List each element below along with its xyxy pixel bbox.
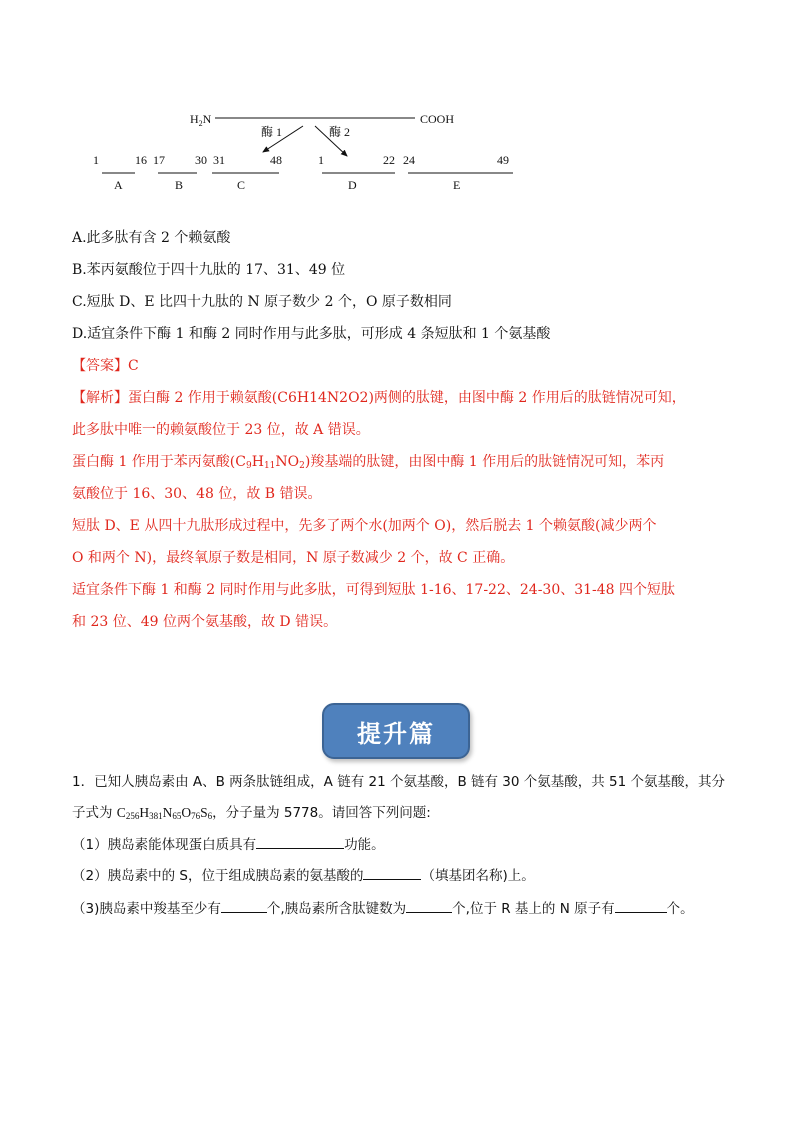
tick-label: 30 bbox=[195, 153, 207, 167]
question-text: 个,位于 R 基上的 N 原子有 bbox=[452, 901, 615, 917]
answer-blank[interactable] bbox=[363, 865, 421, 880]
question-stem-line2 bbox=[72, 803, 431, 823]
question-text: 子式为 bbox=[72, 805, 117, 821]
tick-label: 1 bbox=[93, 153, 99, 167]
tick-label: 24 bbox=[403, 153, 415, 167]
analysis-line bbox=[72, 452, 664, 472]
sub-question-2 bbox=[72, 865, 535, 886]
enzyme1-label: 酶 1 bbox=[261, 125, 283, 139]
question-text: 功能。 bbox=[344, 837, 385, 853]
analysis-line: 和 23 位、49 位两个氨基酸，故 D 错误。 bbox=[72, 614, 338, 630]
n-terminus-label: $H_2N$ bbox=[190, 112, 212, 128]
analysis-line: 适宜条件下酶 1 和酶 2 同时作用与此多肽，可得到短肽 1-16、17-22、24-30、31-48 四个短肽 bbox=[72, 582, 676, 598]
option-c: C.短肽 D、E 比四十九肽的 N 原子数少 2 个，O 原子数相同 bbox=[72, 294, 452, 310]
tick-label: 22 bbox=[383, 153, 395, 167]
question-text: （3)胰岛素中羧基至少有 bbox=[72, 901, 221, 917]
option-d: D.适宜条件下酶 1 和酶 2 同时作用与此多肽，可形成 4 条短肽和 1 个氨基酸 bbox=[72, 326, 551, 342]
question-text: （1）胰岛素能体现蛋白质具有 bbox=[72, 837, 257, 853]
analysis-text: 蛋白酶 1 作用于苯丙氨酸( bbox=[72, 454, 236, 470]
phenylalanine-formula: $C_9H_{11}NO_2$ bbox=[235, 454, 305, 471]
segment-label: A bbox=[114, 178, 123, 192]
answer-label: 【答案】 bbox=[72, 358, 128, 374]
option-a: A.此多肽有含 2 个赖氨酸 bbox=[72, 230, 231, 246]
analysis-line: 氨酸位于 16、30、48 位，故 B 错误。 bbox=[72, 486, 322, 502]
segment-label: C bbox=[237, 178, 246, 192]
enzyme-cleavage-diagram bbox=[85, 106, 525, 196]
analysis-line: 此多肽中唯一的赖氨酸位于 23 位，故 A 错误。 bbox=[72, 422, 370, 438]
answer-blank[interactable] bbox=[615, 898, 667, 913]
analysis-line: 短肽 D、E 从四十九肽形成过程中，先多了两个水(加两个 O)，然后脱去 1 个赖氨酸(减少两个 bbox=[72, 518, 657, 534]
tick-label: 31 bbox=[213, 153, 225, 167]
enzyme2-label: 酶 2 bbox=[329, 125, 351, 139]
question-text: 个,胰岛素所含肽键数为 bbox=[266, 901, 407, 917]
question-stem: 1．已知人胰岛素由 A、B 两条肽链组成，A 链有 21 个氨基酸，B 链有 30 个氨基酸，共 51 个氨基酸，其分 bbox=[72, 774, 726, 790]
question-text: （2）胰岛素中的 S，位于组成胰岛素的氨基酸的 bbox=[72, 868, 364, 884]
tick-label: 49 bbox=[497, 153, 509, 167]
tick-label: 1 bbox=[318, 153, 324, 167]
segment-label: D bbox=[348, 178, 357, 192]
peptide-diagram-svg bbox=[85, 106, 525, 196]
analysis-line bbox=[72, 388, 686, 408]
c-terminus-label: COOH bbox=[420, 112, 455, 126]
answer-blank[interactable] bbox=[406, 898, 452, 913]
answer-value: C bbox=[128, 358, 139, 374]
tick-label: 48 bbox=[270, 153, 282, 167]
analysis-text: 蛋白酶 2 作用于赖氨酸(C6H14N2O2)两侧的肽键，由图中酶 2 作用后的肽链情况可知， bbox=[128, 390, 686, 406]
question-text: （填基团名称)上。 bbox=[421, 868, 535, 884]
option-b: B.苯丙氨酸位于四十九肽的 17、31、49 位 bbox=[72, 262, 346, 278]
tick-label: 16 bbox=[135, 153, 147, 167]
question-text: ，分子量为 5778。请回答下列问题: bbox=[212, 805, 431, 821]
answer-blank[interactable] bbox=[221, 898, 267, 913]
analysis-label: 【解析】 bbox=[72, 390, 128, 406]
insulin-formula: $C_{256}H_{381}N_{65}O_{76}S_6$ bbox=[116, 805, 213, 821]
question-text: 个。 bbox=[666, 901, 694, 917]
answer-line bbox=[72, 356, 139, 376]
analysis-text: )羧基端的肽键，由图中酶 1 作用后的肽链情况可知，苯丙 bbox=[304, 454, 665, 470]
segment-label: E bbox=[453, 178, 461, 192]
section-badge: 提升篇 bbox=[322, 703, 470, 759]
answer-blank[interactable] bbox=[256, 834, 344, 849]
segment-label: B bbox=[175, 178, 184, 192]
analysis-line: O 和两个 N)，最终氧原子数是相同，N 原子数减少 2 个，故 C 正确。 bbox=[72, 550, 515, 566]
sub-question-1 bbox=[72, 834, 385, 855]
tick-label: 17 bbox=[153, 153, 165, 167]
sub-question-3 bbox=[72, 898, 694, 919]
